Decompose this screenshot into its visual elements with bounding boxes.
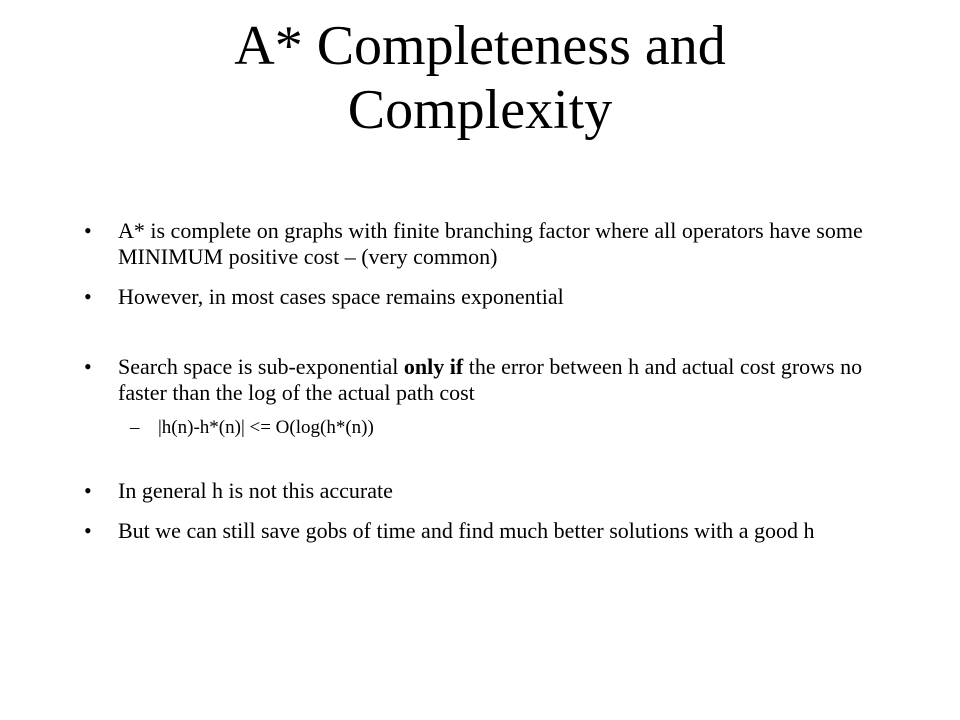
bullet-item [84, 284, 884, 310]
bullet-item [84, 218, 884, 270]
slide-title-line-1: A* Completeness and [234, 15, 726, 77]
bullet-text: But we can still save gobs of time and find much better solutions with a good h [118, 518, 815, 543]
sub-bullet-marker: – [130, 417, 140, 438]
bullet-text-part: the error between h and actual cost grows no faster than the log of the actual path cost [118, 354, 863, 405]
bullet-item [84, 518, 884, 544]
slide-title [0, 14, 960, 142]
bullet-text: However, in most cases space remains exponential [118, 284, 564, 309]
bullet-marker: • [84, 354, 92, 379]
sub-bullet-text: |h(n)-h*(n)| <= O(log(h*(n)) [158, 417, 374, 438]
bullet-text: In general h is not this accurate [118, 478, 393, 503]
bullet-marker: • [84, 518, 92, 543]
bullet-marker: • [84, 478, 92, 503]
bullet-text [118, 354, 884, 406]
bullet-item [84, 354, 884, 406]
sub-bullet-item [84, 416, 884, 440]
slide-body [84, 218, 884, 544]
bullet-text-emphasis: only if [403, 354, 464, 379]
bullet-text: A* is complete on graphs with finite branching factor where all operators have some MINIMUM positive cost – (very common) [118, 218, 863, 269]
slide-title-line-2: Complexity [347, 79, 613, 141]
bullet-marker: • [84, 218, 92, 243]
bullet-marker: • [84, 284, 92, 309]
bullet-item [84, 478, 884, 504]
bullet-text-part: Search space is sub-exponential [118, 354, 404, 379]
